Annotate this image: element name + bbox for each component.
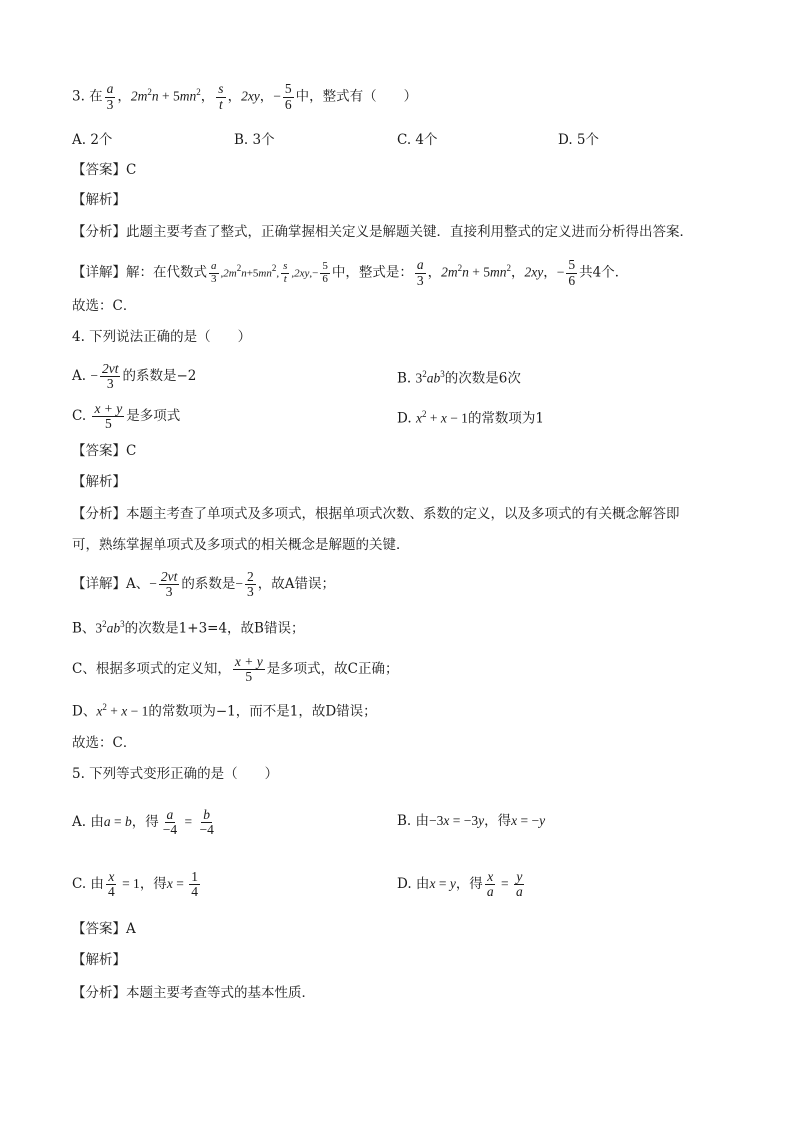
option-text: ，得 bbox=[484, 813, 512, 829]
option-label: B. bbox=[397, 370, 412, 387]
q4-analysis-tag: 【解析】 bbox=[72, 474, 126, 490]
answer-tag: 【答案】 bbox=[72, 443, 126, 459]
option-label: D. bbox=[397, 410, 412, 427]
option-label: D. 由 bbox=[397, 876, 430, 893]
q3-fenxi bbox=[72, 222, 754, 242]
fraction-2vt-over-3: $\frac{2vt}{3}$ bbox=[101, 361, 119, 392]
fenxi-tag: 【分析】 bbox=[72, 224, 126, 240]
option-text: 的次数是6次 bbox=[444, 370, 521, 387]
q5-option-b: B. 由−3x = −3y，得x = −y bbox=[397, 813, 546, 829]
q5-fenxi bbox=[72, 983, 754, 1003]
fraction-x-over-4: $\frac{x}{4}$ bbox=[107, 869, 115, 900]
option-text: 是多项式 bbox=[126, 408, 181, 425]
fraction-5-over-6: $\frac{5}{6}$ bbox=[568, 257, 576, 288]
fraction-2-over-3: $\frac{2}{3}$ bbox=[247, 569, 254, 600]
detail-label: D、 bbox=[72, 703, 97, 720]
question-3-stem: 3. 在 $\frac{a}{3}$ ，$2m^2n + 5mn^2$， $\frac{s}{t}$ ，2xy，− $\frac{5}{6}$ 中，整式有（ ） bbox=[72, 81, 418, 112]
answer-value: C bbox=[126, 443, 137, 459]
q3-analysis-tag: 【解析】 bbox=[72, 192, 126, 208]
question-4-stem: 4. 下列说法正确的是（ ） bbox=[72, 329, 252, 345]
q4-detail-c bbox=[72, 655, 754, 684]
detail-label: A、 bbox=[126, 576, 150, 593]
option-text: 的常数项为1 bbox=[467, 410, 545, 427]
q3-option-b: B. 3个 bbox=[234, 132, 275, 148]
option-label: B. 由 bbox=[397, 813, 430, 829]
answer-tag: 【答案】 bbox=[72, 162, 126, 178]
fraction-1-over-4: $\frac{1}{4}$ bbox=[191, 869, 198, 900]
detail-text: 是多项式，故C正确； bbox=[266, 661, 399, 678]
xiangjie-mid: 中，整式是： bbox=[331, 264, 413, 281]
fenxi-text: 此题主要考查了整式，正确掌握相关定义是解题关键．直接利用整式的定义进而分析得出答案． bbox=[126, 224, 693, 240]
detail-label: B、 bbox=[72, 620, 96, 637]
option-label: C. bbox=[72, 408, 87, 425]
q3-answer bbox=[72, 160, 754, 180]
answer-value: C bbox=[126, 162, 137, 178]
xiangjie-tag: 【详解】 bbox=[72, 576, 126, 593]
fraction-a-over-3: $\frac{a}{3}$ bbox=[211, 259, 217, 285]
xiangjie-prefix: 解：在代数式 bbox=[126, 264, 207, 281]
q4-fenxi-line1 bbox=[72, 504, 754, 524]
fraction-x-plus-y-over-5: $\frac{x + y}{5}$ bbox=[94, 401, 123, 432]
q5-answer bbox=[72, 919, 754, 939]
q4-detail-d: D、$x^2 + x - 1$的常数项为−1，而不是1，故D错误； bbox=[72, 702, 377, 720]
detail-text: C、根据多项式的定义知， bbox=[72, 661, 231, 678]
fraction-s-over-t: $\frac{s}{t}$ bbox=[283, 259, 288, 285]
q4-answer bbox=[72, 441, 754, 461]
q3-stem-prefix: 3. 在 bbox=[72, 88, 103, 105]
fraction-x-plus-y-over-5: $\frac{x + y}{5}$ bbox=[234, 654, 263, 685]
answer-tag: 【答案】 bbox=[72, 921, 126, 937]
xiangjie-suffix: 共4个． bbox=[579, 264, 629, 281]
q5-option-d: D. 由x = y，得 $\frac{x}{a}$ = $\frac{y}{a}$ bbox=[397, 869, 523, 900]
fenxi-tag: 【分析】 bbox=[72, 506, 126, 522]
fraction-5-over-6: $\frac{5}{6}$ bbox=[322, 259, 328, 285]
option-label: A. 由 bbox=[72, 814, 104, 831]
q4-detail-b: B、$3^2ab^3$的次数是1+3=4，故B错误； bbox=[72, 619, 305, 637]
q3-stem-suffix: 中，整式有（ ） bbox=[295, 88, 418, 105]
detail-text: 的常数项为−1，而不是1，故D错误； bbox=[148, 703, 377, 720]
q4-option-a: A. − $\frac{2vt}{3}$ 的系数是−2 bbox=[72, 361, 197, 392]
fraction-a-over-minus4: $\frac{a}{-4}$ bbox=[162, 807, 178, 838]
fraction-a-over-3: $\frac{a}{3}$ bbox=[416, 257, 424, 288]
fenxi-tag: 【分析】 bbox=[72, 985, 126, 1001]
answer-value: A bbox=[126, 921, 136, 937]
q4-conclusion: 故选：C． bbox=[72, 735, 137, 751]
fraction-y-over-a: $\frac{y}{a}$ bbox=[515, 869, 523, 900]
q4-option-c bbox=[72, 402, 180, 431]
detail-text: 的系数是 bbox=[181, 576, 236, 593]
q5-option-a: A. 由a = b，得 $\frac{a}{-4}$ = $\frac{b}{-4}$ bbox=[72, 807, 214, 838]
question-5-stem: 5. 下列等式变形正确的是（ ） bbox=[72, 766, 279, 782]
fraction-a-over-3: $\frac{a}{3}$ bbox=[106, 81, 114, 112]
q3-xiangjie: 【详解】解：在代数式 $\frac{a}{3}$ $,2m^2n+5mn^2$, $\frac{s}{t}$ ,2xy,− $\frac{5}{6}$ 中，整式是： $\frac{a}{3}$ ，$2m^2n + 5mn^2$，2xy，− $\frac{5}{6}$ 共4个． bbox=[72, 257, 629, 288]
q4-option-b: B. $3^2ab^3$的次数是6次 bbox=[397, 369, 521, 387]
q5-option-c: C. 由 $\frac{x}{4}$ = 1，得x = $\frac{1}{4}$ bbox=[72, 869, 198, 900]
q3-option-c: C. 4个 bbox=[397, 132, 438, 148]
q4-option-d: D. $x^2 + x - 1$的常数项为1 bbox=[397, 409, 545, 427]
option-text: ，得 bbox=[139, 876, 167, 893]
detail-text: ，故A错误； bbox=[257, 576, 335, 593]
q3-option-d: D. 5个 bbox=[558, 132, 600, 148]
option-text: ，得 bbox=[131, 814, 159, 831]
option-label: A. bbox=[72, 368, 87, 385]
q4-fenxi-line2: 可，熟练掌握单项式及多项式的相关概念是解题的关键． bbox=[72, 537, 410, 553]
fenxi-text: 本题主要考查等式的基本性质． bbox=[126, 985, 315, 1001]
fraction-5-over-6: $\frac{5}{6}$ bbox=[284, 81, 292, 112]
option-label: C. 由 bbox=[72, 876, 104, 893]
q5-analysis-tag: 【解析】 bbox=[72, 952, 126, 968]
option-text: ，得 bbox=[455, 876, 483, 893]
q4-detail-a: 【详解】A、− $\frac{2vt}{3}$ 的系数是− $\frac{2}{3}$ ，故A错误； bbox=[72, 569, 335, 600]
detail-text: 的次数是1+3=4，故B错误； bbox=[124, 620, 305, 637]
fraction-2vt-over-3: $\frac{2vt}{3}$ bbox=[160, 569, 178, 600]
q3-conclusion: 故选：C． bbox=[72, 298, 137, 314]
xiangjie-tag: 【详解】 bbox=[72, 264, 126, 281]
fraction-b-over-minus4: $\frac{b}{-4}$ bbox=[199, 807, 214, 838]
option-text: 的系数是−2 bbox=[122, 368, 197, 385]
q3-option-a: A. 2个 bbox=[72, 132, 113, 148]
fraction-x-over-a: $\frac{x}{a}$ bbox=[486, 869, 494, 900]
fenxi-text: 本题主考查了单项式及多项式，根据单项式次数、系数的定义，以及多项式的有关概念解答即 bbox=[126, 506, 680, 522]
fraction-s-over-t: $\frac{s}{t}$ bbox=[218, 81, 224, 112]
